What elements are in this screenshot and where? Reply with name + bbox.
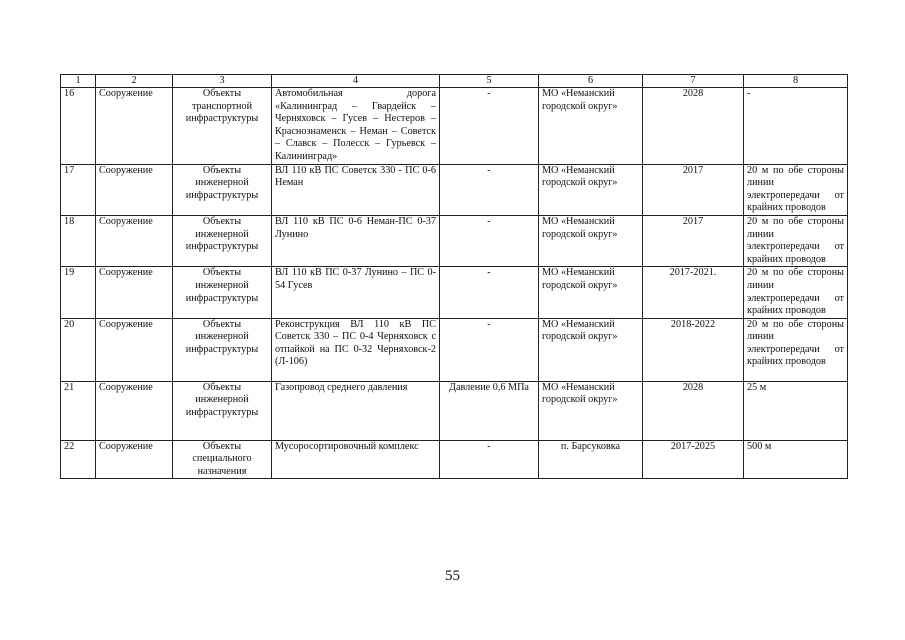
parameter-cell: - [440,88,539,165]
row-number: 22 [61,440,96,479]
parameter-cell: - [440,164,539,215]
zone-cell: 20 м по обе стороны линии электропередачи от крайних проводов [744,318,848,381]
location-cell: МО «Неманский городской округ» [539,318,643,381]
object-type-cell: Сооружение [96,88,173,165]
object-category-cell: Объекты инженерной инфраструктуры [173,318,272,381]
year-cell: 2017-2021. [643,267,744,318]
object-name-cell: Реконструкция ВЛ 110 кВ ПС Советск 330 – ПС 0-4 Черняховск с отпайкой на ПС 0-32 Черняховск-2 (Л-106) [272,318,440,381]
object-type-cell: Сооружение [96,381,173,440]
zone-cell: 20 м по обе стороны линии электропередачи от крайних проводов [744,215,848,266]
row-number: 20 [61,318,96,381]
object-type-cell: Сооружение [96,215,173,266]
table-row [61,381,848,440]
table-row [61,318,848,381]
object-category-cell: Объекты инженерной инфраструктуры [173,215,272,266]
object-category-cell: Объекты инженерной инфраструктуры [173,164,272,215]
location-cell: п. Барсуковка [539,440,643,479]
column-header: 3 [173,75,272,88]
year-cell: 2028 [643,381,744,440]
year-cell: 2017 [643,215,744,266]
table-row [61,215,848,266]
column-header: 1 [61,75,96,88]
column-header: 4 [272,75,440,88]
object-category-cell: Объекты инженерной инфраструктуры [173,267,272,318]
parameter-cell: - [440,318,539,381]
table-row [61,440,848,479]
parameter-cell: - [440,215,539,266]
row-number: 21 [61,381,96,440]
column-header: 6 [539,75,643,88]
year-cell: 2018-2022 [643,318,744,381]
object-name-cell: ВЛ 110 кВ ПС 0-6 Неман-ПС 0-37 Лунино [272,215,440,266]
object-name-cell: Автомобильная дорога «Калининград – Гвардейск – Черняховск – Гусев – Нестеров – Краснознаменск – Неман – Советск – Славск – Полесск – Гурьевск – Калининград» [272,88,440,165]
column-header: 2 [96,75,173,88]
object-name-cell: ВЛ 110 кВ ПС Советск 330 - ПС 0-6 Неман [272,164,440,215]
row-number: 17 [61,164,96,215]
column-header: 8 [744,75,848,88]
object-type-cell: Сооружение [96,440,173,479]
zone-cell: 25 м [744,381,848,440]
object-type-cell: Сооружение [96,267,173,318]
table-row [61,88,848,165]
column-header: 7 [643,75,744,88]
location-cell: МО «Неманский городской округ» [539,381,643,440]
location-cell: МО «Неманский городской округ» [539,164,643,215]
location-cell: МО «Неманский городской округ» [539,88,643,165]
table-row [61,267,848,318]
objects-table [60,74,848,479]
column-header: 5 [440,75,539,88]
location-cell: МО «Неманский городской округ» [539,215,643,266]
year-cell: 2017 [643,164,744,215]
zone-cell: 20 м по обе стороны линии электропередачи от крайних проводов [744,267,848,318]
row-number: 16 [61,88,96,165]
object-type-cell: Сооружение [96,318,173,381]
table-header-row [61,75,848,88]
page-number: 55 [445,568,460,584]
zone-cell: 20 м по обе стороны линии электропередачи от крайних проводов [744,164,848,215]
object-category-cell: Объекты специального назначения [173,440,272,479]
object-category-cell: Объекты транспортной инфраструктуры [173,88,272,165]
zone-cell: - [744,88,848,165]
object-name-cell: Мусоросортировочный комплекс [272,440,440,479]
parameter-cell: - [440,267,539,318]
zone-cell: 500 м [744,440,848,479]
parameter-cell: Давление 0,6 МПа [440,381,539,440]
object-type-cell: Сооружение [96,164,173,215]
parameter-cell: - [440,440,539,479]
object-name-cell: ВЛ 110 кВ ПС 0-37 Лунино – ПС 0-54 Гусев [272,267,440,318]
year-cell: 2017-2025 [643,440,744,479]
row-number: 19 [61,267,96,318]
location-cell: МО «Неманский городской округ» [539,267,643,318]
year-cell: 2028 [643,88,744,165]
object-category-cell: Объекты инженерной инфраструктуры [173,381,272,440]
object-name-cell: Газопровод среднего давления [272,381,440,440]
table-row [61,164,848,215]
row-number: 18 [61,215,96,266]
